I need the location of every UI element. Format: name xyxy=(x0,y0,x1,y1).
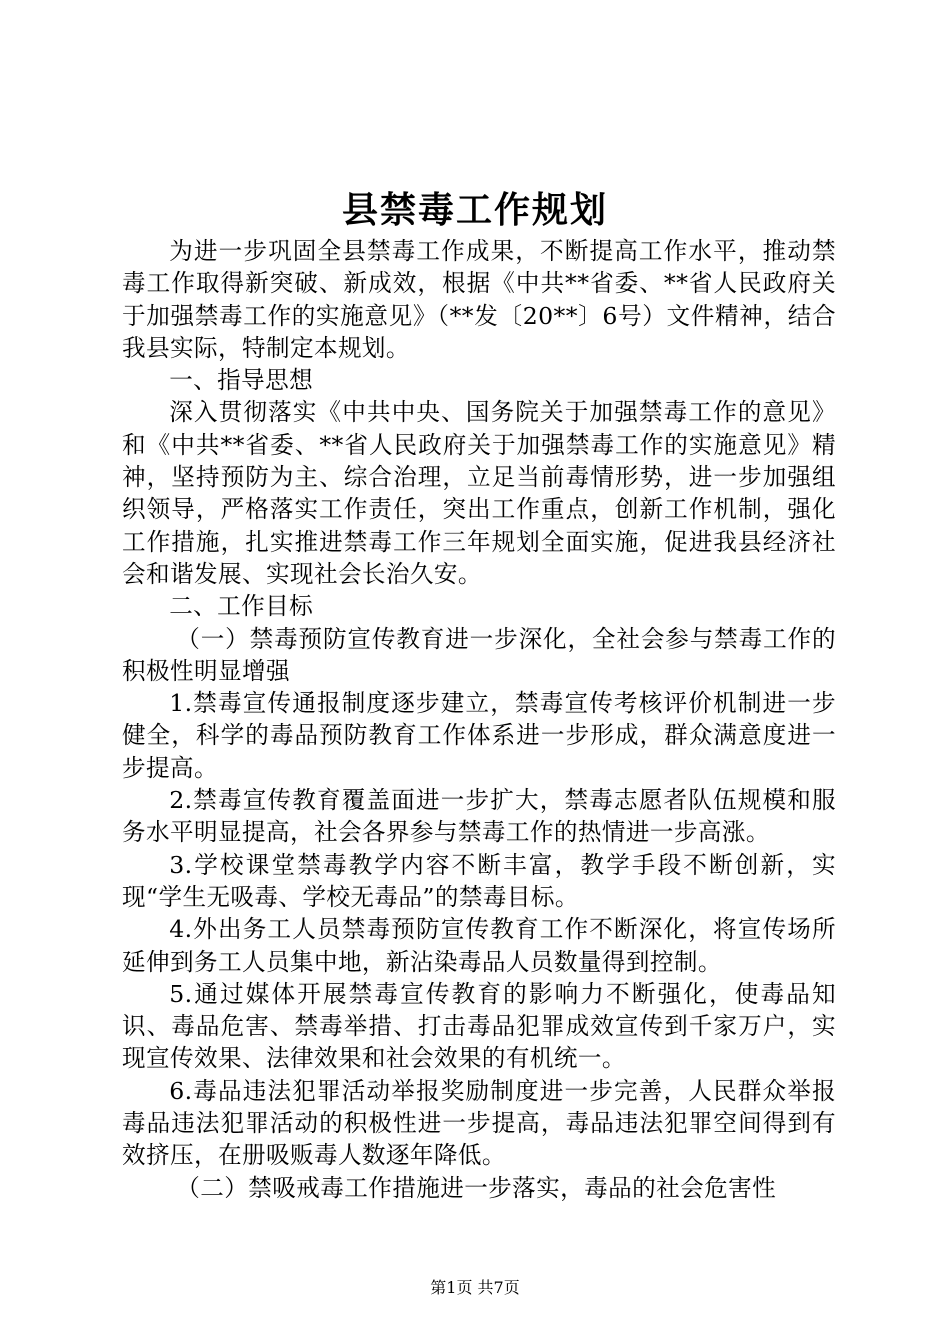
document-body xyxy=(122,235,836,1204)
document-title: 县禁毒工作规划 xyxy=(341,189,608,231)
subsection-heading: （二）禁吸戒毒工作措施进一步落实，毒品的社会危害性 xyxy=(176,1173,777,1202)
intro-paragraph: 为进一步巩固全县禁毒工作成果，不断提高工作水平，推动禁毒工作取得新突破、新成效，根据《中共**省委、**省人民政府关于加强禁毒工作的实施意见》（**发〔20**〕6号）文件精神，结合我县实际，特制定本规划。 xyxy=(122,237,836,362)
list-item: 5.通过媒体开展禁毒宣传教育的影响力不断强化，使毒品知识、毒品危害、禁毒举措、打击毒品犯罪成效宣传到千家万户，实现宣传效果、法律效果和社会效果的有机统一。 xyxy=(122,979,836,1073)
list-item: 6.毒品违法犯罪活动举报奖励制度进一步完善，人民群众举报毒品违法犯罪活动的积极性进一步提高，毒品违法犯罪空间得到有效挤压，在册吸贩毒人数逐年降低。 xyxy=(122,1076,836,1170)
list-item: 3.学校课堂禁毒教学内容不断丰富，教学手段不断创新，实现“学生无吸毒、学校无毒品”的禁毒目标。 xyxy=(122,850,836,911)
list-item: 4.外出务工人员禁毒预防宣传教育工作不断深化，将宣传场所延伸到务工人员集中地，新沾染毒品人员数量得到控制。 xyxy=(122,915,836,976)
body-paragraph: 深入贯彻落实《中共中央、国务院关于加强禁毒工作的意见》和《中共**省委、**省人民政府关于加强禁毒工作的实施意见》精神，坚持预防为主、综合治理，立足当前毒情形势，进一步加强组织领导，严格落实工作责任，突出工作重点，创新工作机制，强化工作措施，扎实推进禁毒工作三年规划全面实施，促进我县经济社会和谐发展、实现社会长治久安。 xyxy=(122,398,836,588)
list-item: 2.禁毒宣传教育覆盖面进一步扩大，禁毒志愿者队伍规模和服务水平明显提高，社会各界参与禁毒工作的热情进一步高涨。 xyxy=(122,786,836,847)
section-heading: 二、工作目标 xyxy=(169,592,314,621)
page-number-footer: 第1页 共7页 xyxy=(430,1278,520,1297)
list-item: 1.禁毒宣传通报制度逐步建立，禁毒宣传考核评价机制进一步健全，科学的毒品预防教育工作体系进一步形成，群众满意度进一步提高。 xyxy=(122,689,836,782)
subsection-heading: （一）禁毒预防宣传教育进一步深化，全社会参与禁毒工作的积极性明显增强 xyxy=(122,624,836,685)
section-heading: 一、指导思想 xyxy=(169,366,314,395)
